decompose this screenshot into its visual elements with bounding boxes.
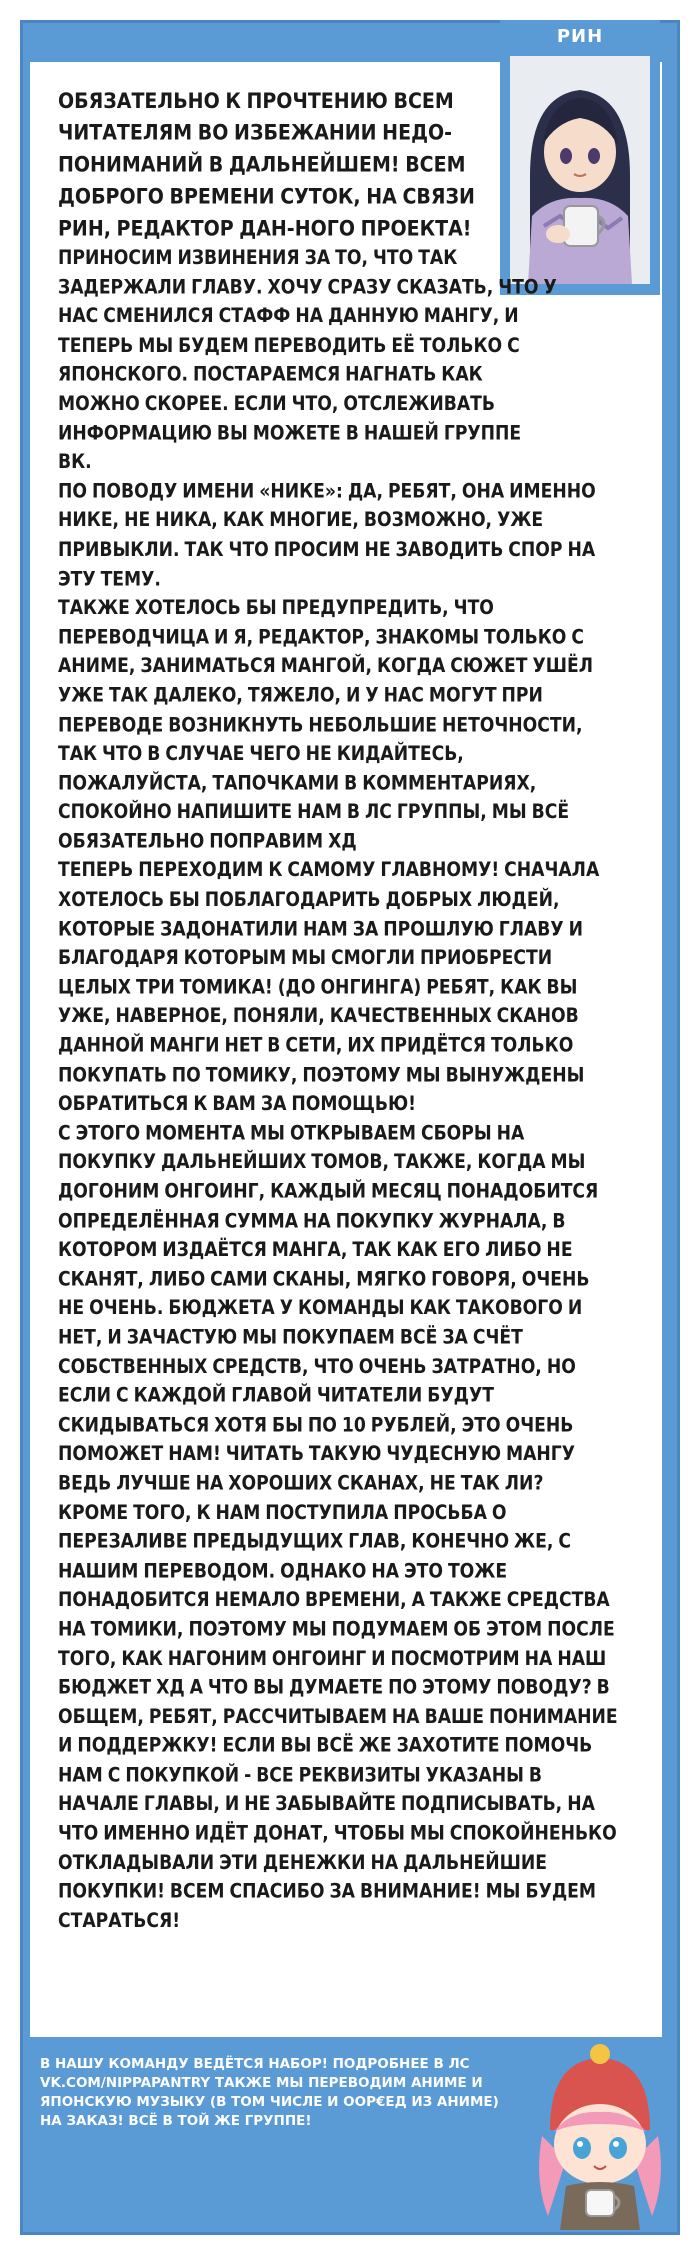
recruitment-footer: В НАШУ КОМАНДУ ВЕДЁТСЯ НАБОР! ПОДРОБНЕЕ В ЛС VK.COM/NIPPAPANTRY ТАКЖЕ МЫ ПЕРЕВОДИМ АНИМЕ И ЯПОНСКУЮ МУЗЫКУ (В ТОМ ЧИСЛЕ И ООР€ЕД ИЗ АНИМЕ) НА ЗАКАЗ! ВСЁ В ТОЙ ЖЕ ГРУППЕ! [40, 2056, 499, 2129]
notice-body [58, 85, 618, 1937]
mascot-illustration [520, 2040, 680, 2230]
paragraph-thanks: ТЕПЕРЬ ПЕРЕХОДИМ К САМОМУ ГЛАВНОМУ! СНАЧАЛА ХОТЕЛОСЬ БЫ ПОБЛАГОДАРИТЬ ДОБРЫХ ЛЮДЕЙ, КОТОРЫЕ ЗАДОНАТИЛИ НАМ ЗА ПРОШЛУЮ ГЛАВУ И БЛАГОДАРЯ КОТОРЫМ МЫ СМОГЛИ ПРИОБРЕСТИ ЦЕЛЫХ ТРИ ТОМИКА! (ДО ОНГИНГА) РЕБЯТ, КАК ВЫ УЖЕ, НАВЕРНОЕ, ПОНЯЛИ, КАЧЕСТВЕННЫХ СКАНОВ ДАННОЙ МАНГИ НЕТ В СЕТИ, ИХ ПРИДЁТСЯ ТОЛЬКО ПОКУПАТЬ ПО ТОМИКУ, ПОЭТОМУ МЫ ВЫНУЖДЕНЫ ОБРАТИТЬСЯ К ВАМ ЗА ПОМОЩЬЮ! [58, 859, 600, 1116]
paragraph-apology: ПРИНОСИМ ИЗВИНЕНИЯ ЗА ТО, ЧТО ТАК ЗАДЕРЖАЛИ ГЛАВУ. ХОЧУ СРАЗУ СКАЗАТЬ, ЧТО У НАС СМЕНИЛСЯ СТАФФ НА ДАННУЮ МАНГУ, И ТЕПЕРЬ МЫ БУДЕМ ПЕРЕВОДИТЬ ЕЁ ТОЛЬКО С ЯПОНСКОГО. ПОСТАРАЕМСЯ НАГНАТЬ КАК МОЖНО СКОРЕЕ. ЕСЛИ ЧТО, ОТСЛЕЖИВАТЬ ИНФОРМАЦИЮ ВЫ МОЖЕТЕ В НАШЕЙ ГРУППЕ ВК. [58, 246, 557, 474]
paragraph-warning: ТАКЖЕ ХОТЕЛОСЬ БЫ ПРЕДУПРЕДИТЬ, ЧТО ПЕРЕВОДЧИЦА И Я, РЕДАКТОР, ЗНАКОМЫ ТОЛЬКО С АНИМЕ, ЗАНИМАТЬСЯ МАНГОЙ, КОГДА СЮЖЕТ УШЁЛ УЖЕ ТАК ДАЛЕКО, ТЯЖЕЛО, И У НАС МОГУТ ПРИ ПЕРЕВОДЕ ВОЗНИКНУТЬ НЕБОЛЬШИЕ НЕТОЧНОСТИ, ТАК ЧТО В СЛУЧАЕ ЧЕГО НЕ КИДАЙТЕСЬ, ПОЖАЛУЙСТА, ТАПОЧКАМИ В КОММЕНТАРИЯХ, СПОКОЙНО НАПИШИТЕ НАМ В ЛС ГРУППЫ, МЫ ВСЁ ОБЯЗАТЕЛЬНО ПОПРАВИМ ХД [58, 597, 594, 854]
paragraph-reupload: КРОМЕ ТОГО, К НАМ ПОСТУПИЛА ПРОСЬБА О ПЕРЕЗАЛИВЕ ПРЕДЫДУЩИХ ГЛАВ, КОНЕЧНО ЖЕ, С НАШИМ ПЕРЕВОДОМ. ОДНАКО НА ЭТО ТОЖЕ ПОНАДОБИТСЯ НЕМАЛО ВРЕМЕНИ, А ТАКЖЕ СРЕДСТВА НА ТОМИКИ, ПОЭТОМУ МЫ ПОДУМАЕМ ОБ ЭТОМ ПОСЛЕ ТОГО, КАК НАГОНИМ ОНГОИНГ И ПОСМОТРИМ НА НАШ БЮДЖЕТ ХД А ЧТО ВЫ ДУМАЕТЕ ПО ЭТОМУ ПОВОДУ? В ОБЩЕМ, РЕБЯТ, РАССЧИТЫВАЕМ НА ВАШЕ ПОНИМАНИЕ И ПОДДЕРЖКУ! ЕСЛИ ВЫ ВСЁ ЖЕ ЗАХОТИТЕ ПОМОЧЬ НАМ С ПОКУПКОЙ - ВСЕ РЕКВИЗИТЫ УКАЗАНЫ В НАЧАЛЕ ГЛАВЫ, И НЕ ЗАБЫВАЙТЕ ПОДПИСЫВАТЬ, НА ЧТО ИМЕННО ИДЁТ ДОНАТ, ЧТОБЫ МЫ СПОКОЙНЕНЬКО ОТКЛАДЫВАЛИ ЭТИ ДЕНЕЖКИ НА ДАЛЬНЕЙШИЕ ПОКУПКИ! ВСЕМ СПАСИБО ЗА ВНИМАНИЕ! МЫ БУДЕМ СТАРАТЬСЯ! [58, 1501, 618, 1933]
paragraph-name-nike: ПО ПОВОДУ ИМЕНИ «НИКЕ»: ДА, РЕБЯТ, ОНА ИМЕННО НИКЕ, НЕ НИКА, КАК МНОГИЕ, ВОЗМОЖНО, УЖЕ ПРИВЫКЛИ. ТАК ЧТО ПРОСИМ НЕ ЗАВОДИТЬ СПОР НА ЭТУ ТЕМУ. [58, 480, 596, 591]
avatar-name: РИН [556, 26, 604, 47]
notice-heading: ОБЯЗАТЕЛЬНО К ПРОЧТЕНИЮ ВСЕМ ЧИТАТЕЛЯМ ВО ИЗБЕЖАНИИ НЕДО-ПОНИМАНИЙ В ДАЛЬНЕЙШЕМ! ВСЕМ ДОБРОГО ВРЕМЕНИ СУТОК, НА СВЯЗИ РИН, РЕДАКТОР ДАН-НОГО ПРОЕКТА! [58, 88, 475, 242]
paragraph-fundraising: С ЭТОГО МОМЕНТА МЫ ОТКРЫВАЕМ СБОРЫ НА ПОКУПКУ ДАЛЬНЕЙШИХ ТОМОВ, ТАКЖЕ, КОГДА МЫ ДОГОНИМ ОНГОИНГ, КАЖДЫЙ МЕСЯЦ ПОНАДОБИТСЯ ОПРЕДЕЛЁННАЯ СУММА НА ПОКУПКУ ЖУРНАЛА, В КОТОРОМ ИЗДАЁТСЯ МАНГА, ТАК КАК ЕГО ЛИБО НЕ СКАНЯТ, ЛИБО САМИ СКАНЫ, МЯГКО ГОВОРЯ, ОЧЕНЬ НЕ ОЧЕНЬ. БЮДЖЕТА У КОМАНДЫ КАК ТАКОВОГО И НЕТ, И ЗАЧАСТУЮ МЫ ПОКУПАЕМ ВСЁ ЗА СЧЁТ СОБСТВЕННЫХ СРЕДСТВ, ЧТО ОЧЕНЬ ЗАТРАТНО, НО ЕСЛИ С КАЖДОЙ ГЛАВОЙ ЧИТАТЕЛИ БУДУТ СКИДЫВАТЬСЯ ХОТЯ БЫ ПО 10 РУБЛЕЙ, ЭТО ОЧЕНЬ ПОМОЖЕТ НАМ! ЧИТАТЬ ТАКУЮ ЧУДЕСНУЮ МАНГУ ВЕДЬ ЛУЧШЕ НА ХОРОШИХ СКАНАХ, НЕ ТАК ЛИ? [58, 1122, 599, 1496]
